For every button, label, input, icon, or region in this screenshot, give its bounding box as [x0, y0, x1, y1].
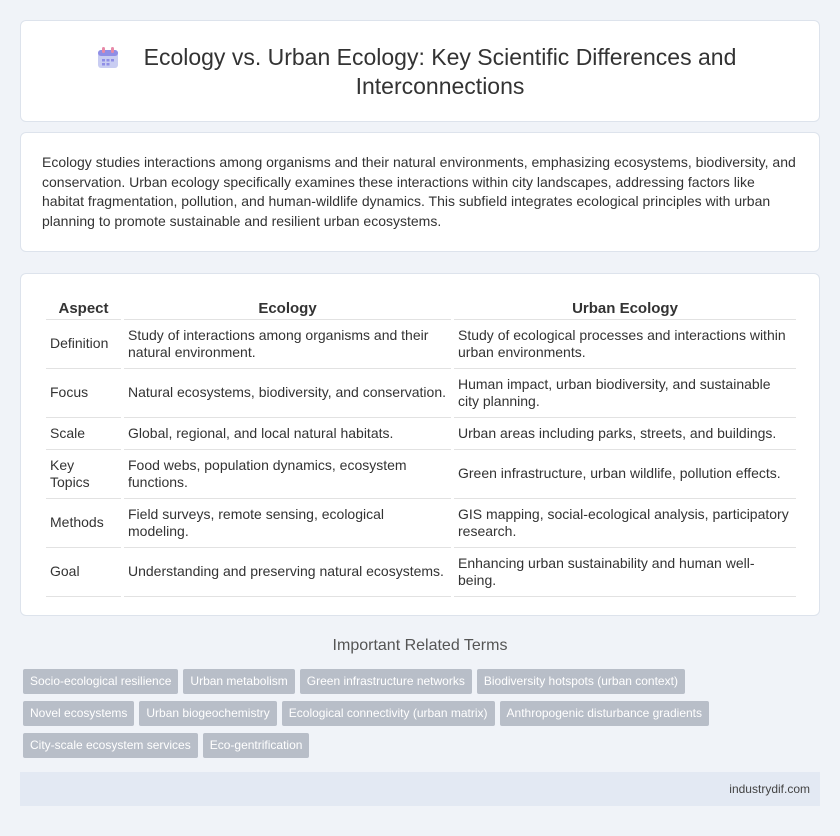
header-ecology: Ecology [124, 294, 451, 320]
urban-ecology-cell: Green infrastructure, urban wildlife, pollution effects. [454, 450, 796, 499]
related-term-tag[interactable]: Socio-ecological resilience [23, 669, 178, 694]
related-term-tag[interactable]: Eco-gentrification [203, 733, 310, 758]
related-term-tag[interactable]: Ecological connectivity (urban matrix) [282, 701, 495, 726]
urban-ecology-cell: Urban areas including parks, streets, and buildings. [454, 418, 796, 450]
related-term-tag[interactable]: Urban biogeochemistry [139, 701, 276, 726]
table-row [46, 548, 796, 597]
ecology-cell: Study of interactions among organisms and their natural environment. [124, 320, 451, 369]
intro-paragraph: Ecology studies interactions among organisms and their natural environments, emphasizing ecosystems, biodiversity, and conservation. Urban ecology specifically examines these interactions within city landscapes, addressing factors like habitat fragmentation, pollution, and human-wildlife dynamics. This subfield integrates ecological principles with urban planning to promote sustainable and resilient urban ecosystems. [42, 154, 796, 229]
intro-card [20, 132, 820, 252]
table-row [46, 499, 796, 548]
aspect-cell: Goal [46, 548, 121, 597]
related-term-tag[interactable]: Green infrastructure networks [300, 669, 472, 694]
table-row [46, 369, 796, 418]
ecology-cell: Global, regional, and local natural habitats. [124, 418, 451, 450]
table-row [46, 418, 796, 450]
comparison-card [20, 273, 820, 616]
ecology-cell: Food webs, population dynamics, ecosystem functions. [124, 450, 451, 499]
aspect-cell: Focus [46, 369, 121, 418]
urban-ecology-cell: Study of ecological processes and interactions within urban environments. [454, 320, 796, 369]
aspect-cell: Key Topics [46, 450, 121, 499]
ecology-cell: Field surveys, remote sensing, ecological modeling. [124, 499, 451, 548]
footer [20, 772, 820, 806]
comparison-table [43, 294, 799, 597]
header-aspect: Aspect [46, 294, 121, 320]
related-term-tag[interactable]: Urban metabolism [183, 669, 294, 694]
aspect-cell: Definition [46, 320, 121, 369]
related-terms-list [23, 669, 743, 765]
related-terms-heading: Important Related Terms [332, 637, 508, 654]
urban-ecology-cell: GIS mapping, social-ecological analysis, participatory research. [454, 499, 796, 548]
urban-ecology-cell: Human impact, urban biodiversity, and sustainable city planning. [454, 369, 796, 418]
footer-site-link[interactable]: industrydif.com [729, 782, 810, 796]
table-row [46, 450, 796, 499]
related-term-tag[interactable]: Biodiversity hotspots (urban context) [477, 669, 685, 694]
ecology-cell: Understanding and preserving natural ecosystems. [124, 548, 451, 597]
table-row [46, 320, 796, 369]
related-term-tag[interactable]: City-scale ecosystem services [23, 733, 198, 758]
urban-ecology-cell: Enhancing urban sustainability and human well-being. [454, 548, 796, 597]
title-card [20, 20, 820, 122]
related-term-tag[interactable]: Anthropogenic disturbance gradients [500, 701, 709, 726]
table-header-row [46, 294, 796, 320]
aspect-cell: Scale [46, 418, 121, 450]
related-term-tag[interactable]: Novel ecosystems [23, 701, 134, 726]
header-urban-ecology: Urban Ecology [454, 294, 796, 320]
aspect-cell: Methods [46, 499, 121, 548]
ecology-cell: Natural ecosystems, biodiversity, and conservation. [124, 369, 451, 418]
page-title: Ecology vs. Urban Ecology: Key Scientific Differences and Interconnections [143, 44, 737, 99]
